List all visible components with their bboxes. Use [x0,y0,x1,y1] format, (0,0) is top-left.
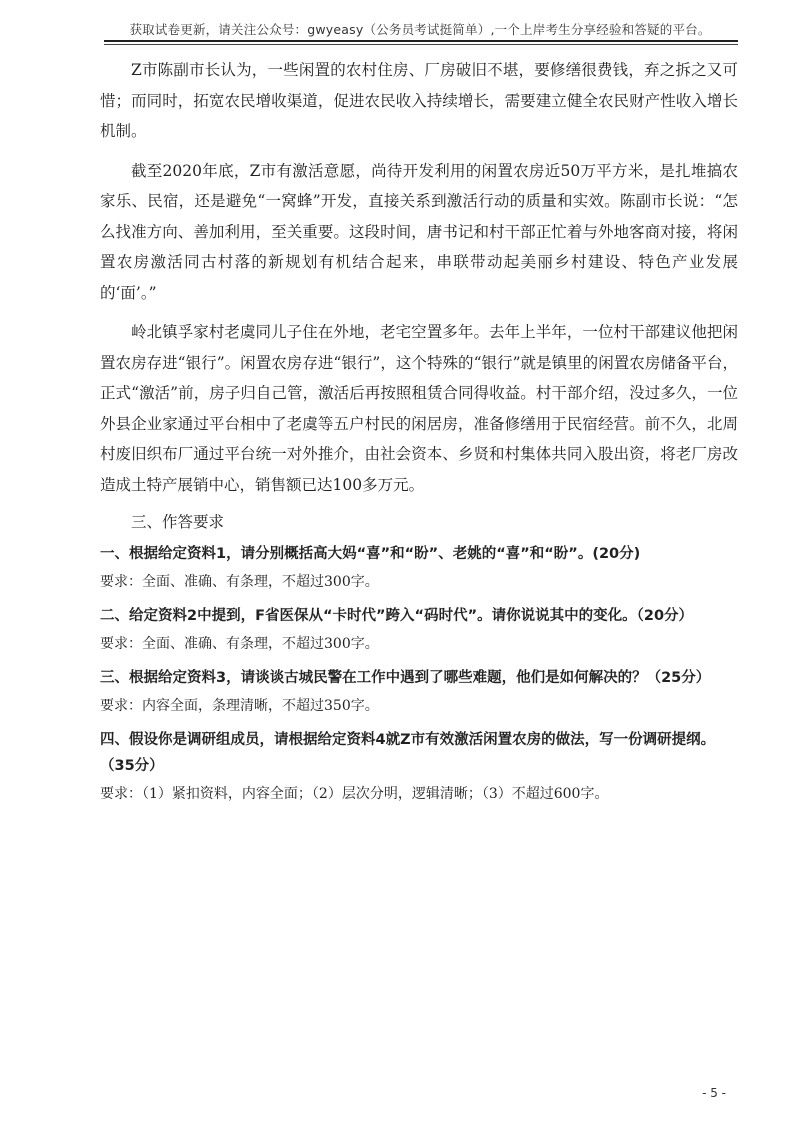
paragraph-housing-bank: 岭北镇孚家村老虞同儿子住在外地，老宅空置多年。去年上半年，一位村干部建议他把闲置农房存进“银行”。闲置农房存进“银行”，这个特殊的“银行”就是镇里的闲置农房储备平台，正式“激活”前，房子归自己管，激活后再按照租赁合同得收益。村干部介绍，没过多久，一位外县企业家通过平台相中了老虞等五户村民的闲居房，准备修缮用于民宿经营。前不久，北周村废旧织布厂通过平台统一对外推介，由社会资本、乡贤和村集体共同入股出资，将老厂房改造成土特产展销中心，销售额已达100多万元。 [100,323,738,494]
header-divider-thick [104,40,738,42]
question-4: 四、假设你是调研组成员，请根据给定资料4就Z市有效激活闲置农房的做法，写一份调研提纲。（35分） [100,732,716,774]
header-divider-thin [104,44,738,45]
page-number: - 5 - [702,1086,726,1100]
question-3: 三、根据给定资料3，请谈谈古城民警在工作中遇到了哪些难题，他们是如何解决的？（25分） [100,670,711,686]
section-title: 三、作答要求 [131,513,225,531]
question-1: 一、根据给定资料1，请分别概括高大妈“喜”和“盼”、老姚的“喜”和“盼”。(20分) [100,546,641,562]
document-body [100,55,738,813]
question-1-requirement: 要求：全面、准确、有条理，不超过300字。 [100,574,379,590]
question-3-requirement: 要求：内容全面，条理清晰，不超过350字。 [100,698,379,714]
page-header: 获取试卷更新，请关注公众号：gwyeasy（公务员考试挺简单）,一个上岸考生分享经验和答疑的平台。 [129,22,711,37]
question-2: 二、给定资料2中提到，F省医保从“卡时代”跨入“码时代”。请你说说其中的变化。（20分） [100,608,694,624]
question-2-requirement: 要求：全面、准确、有条理，不超过300字。 [100,636,379,652]
question-4-requirement: 要求：（1）紧扣资料，内容全面；（2）层次分明，逻辑清晰；（3）不超过600字。 [100,786,609,802]
paragraph-vice-mayor-view: Z市陈副市长认为，一些闲置的农村住房、厂房破旧不堪，要修缮很费钱，弃之拆之又可惜；而同时，拓宽农民增收渠道，促进农民收入持续增长，需要建立健全农民财产性收入增长机制。 [100,61,738,140]
paragraph-idle-housing-stats: 截至2020年底，Z市有激活意愿，尚待开发利用的闲置农房近50万平方米，是扎堆搞农家乐、民宿，还是避免“一窝蜂”开发，直接关系到激活行动的质量和实效。陈副市长说：“怎么找准方向、善加利用，至关重要。这段时间，唐书记和村干部正忙着与外地客商对接，将闲置农房激活同古村落的新规划有机结合起来，串联带动起美丽乡村建设、特色产业发展的‘面’。” [100,161,738,302]
